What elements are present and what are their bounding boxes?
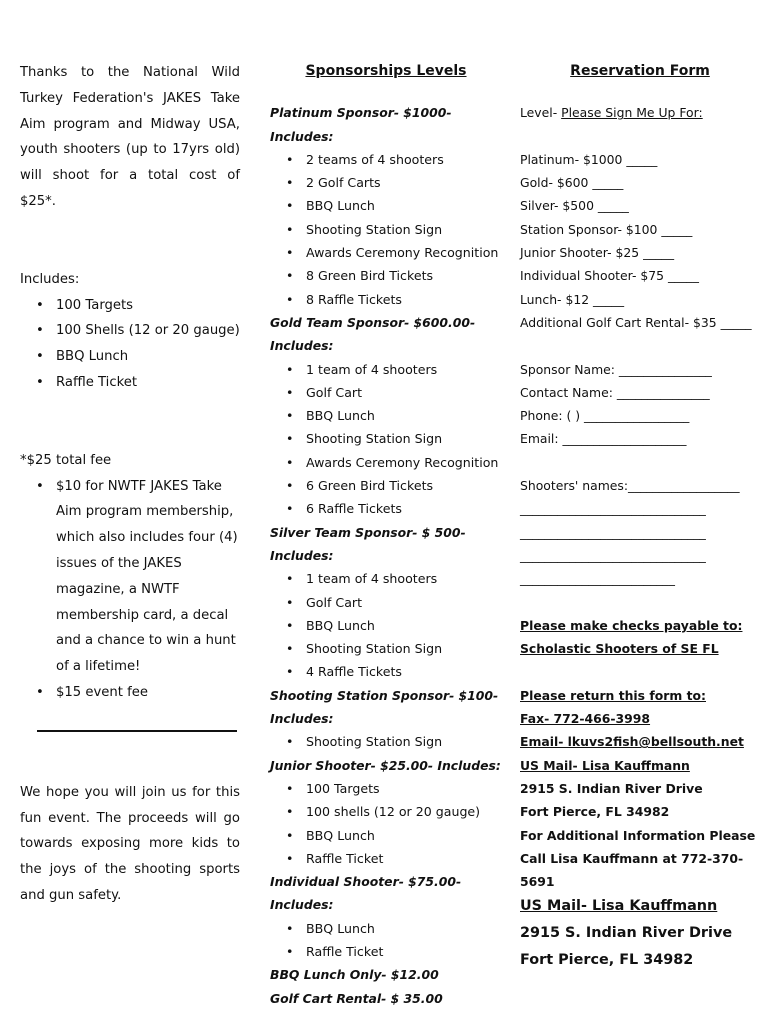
tier-title: Shooting Station Sponsor- $100- Includes:: [270, 687, 499, 727]
list-item: • 8 Raffle Tickets: [270, 288, 502, 311]
list-item: • 1 team of 4 shooters: [270, 358, 502, 381]
list-item: • 6 Raffle Tickets: [270, 497, 502, 520]
list-item: • Shooting Station Sign: [270, 218, 502, 241]
level-link: Please Sign Me Up For:: [561, 105, 703, 121]
checks-payee: Scholastic Shooters of SE FL: [520, 641, 719, 657]
shooter-line[interactable]: ______________________________: [520, 501, 706, 517]
list-item: • 100 Targets: [270, 777, 502, 800]
list-item: • Golf Cart: [270, 591, 502, 614]
list-item: • Awards Ceremony Recognition: [270, 451, 502, 474]
extra-option: Golf Cart Rental- $ 35.00: [270, 990, 443, 1006]
list-item: • 100 shells (12 or 20 gauge): [270, 800, 502, 823]
level-option[interactable]: Lunch- $12 _____: [520, 291, 625, 307]
list-item: • 6 Green Bird Tickets: [270, 474, 502, 497]
list-item: • BBQ Lunch: [270, 194, 502, 217]
list-item: • $10 for NWTF JAKES Take Aim program membership, which also includes four (4) issues of the JAKES magazine, a NWTF membership card, a decal and a chance to win a hunt of a lifetime!: [20, 474, 240, 680]
level-option[interactable]: Additional Golf Cart Rental- $35 _____: [520, 314, 752, 330]
closing-paragraph: We hope you will join us for this fun event. The proceeds will go towards exposing more kids to the joys of the shooting sports and gun safety.: [20, 784, 240, 903]
extra-option: BBQ Lunch Only- $12.00: [270, 967, 439, 983]
list-item: • BBQ Lunch: [270, 824, 502, 847]
fee-list: [20, 474, 240, 706]
level-line: [520, 101, 760, 124]
tier-list: [270, 777, 502, 870]
sponsorship-column: [270, 60, 502, 1010]
list-item: • Golf Cart: [270, 381, 502, 404]
fax-line: Fax- 772-466-3998: [520, 711, 651, 727]
shooter-line[interactable]: _________________________: [520, 571, 675, 587]
info-column: [20, 60, 240, 909]
level-option[interactable]: Platinum- $1000 _____: [520, 151, 658, 167]
address-line: 2915 S. Indian River Drive: [520, 780, 703, 796]
tier-list: [270, 730, 502, 753]
list-item: • 1 team of 4 shooters: [270, 567, 502, 590]
list-item: • 8 Green Bird Tickets: [270, 264, 502, 287]
list-item: • BBQ Lunch: [20, 344, 240, 370]
list-item: • 100 Shells (12 or 20 gauge): [20, 318, 240, 344]
tier-list: [270, 358, 502, 521]
level-option[interactable]: Junior Shooter- $25 _____: [520, 245, 675, 261]
tier-list: [270, 917, 502, 964]
list-item: • Shooting Station Sign: [270, 637, 502, 660]
shooter-line[interactable]: ______________________________: [520, 547, 706, 563]
level-option[interactable]: Individual Shooter- $75 _____: [520, 268, 699, 284]
fee-label: *$25 total fee: [20, 452, 112, 468]
tier-list: [270, 148, 502, 311]
list-item: • 100 Targets: [20, 293, 240, 319]
list-item: • 2 Golf Carts: [270, 171, 502, 194]
tier-title: Junior Shooter- $25.00- Includes:: [270, 757, 501, 773]
list-item: • Shooting Station Sign: [270, 427, 502, 450]
checks-label: Please make checks payable to:: [520, 617, 743, 633]
list-item: • Raffle Ticket: [270, 847, 502, 870]
divider: [37, 730, 237, 732]
level-prefix: Level-: [520, 105, 562, 121]
reservation-column: [520, 60, 760, 974]
return-label: Please return this form to:: [520, 687, 706, 703]
level-option[interactable]: Gold- $600 _____: [520, 175, 624, 191]
shooter-line[interactable]: ______________________________: [520, 524, 706, 540]
us-mail-line-large: US Mail- Lisa Kauffmann: [520, 898, 718, 915]
intro-paragraph: Thanks to the National Wild Turkey Federation's JAKES Take Aim program and Midway USA, youth shooters (up to 17yrs old) will shoot for a total cost of $25*.: [20, 65, 240, 209]
us-mail-line: US Mail- Lisa Kauffmann: [520, 757, 690, 773]
list-item: • Raffle Ticket: [20, 370, 240, 396]
includes-label: Includes:: [20, 271, 80, 287]
tier-title: Gold Team Sponsor- $600.00- Includes:: [270, 314, 476, 354]
list-item: • 2 teams of 4 shooters: [270, 148, 502, 171]
phone-field[interactable]: Phone: ( ) _________________: [520, 408, 690, 424]
contact-name-field[interactable]: Contact Name: _______________: [520, 384, 710, 400]
sponsor-name-field[interactable]: Sponsor Name: _______________: [520, 361, 712, 377]
tier-title: Individual Shooter- $75.00- Includes:: [270, 874, 462, 913]
list-item: • Raffle Ticket: [270, 940, 502, 963]
list-item: • BBQ Lunch: [270, 614, 502, 637]
tier-list: [270, 567, 502, 683]
list-item: • BBQ Lunch: [270, 404, 502, 427]
info-line: For Additional Information Please Call Lisa Kauffmann at 772-370-5691: [520, 827, 756, 890]
reservation-heading: Reservation Form: [570, 63, 710, 79]
email-field[interactable]: Email: ____________________: [520, 431, 687, 447]
list-item: • Awards Ceremony Recognition: [270, 241, 502, 264]
includes-list: [20, 293, 240, 396]
address-line-large: 2915 S. Indian River Drive: [520, 925, 733, 942]
sponsorship-heading: Sponsorships Levels: [305, 63, 467, 79]
list-item: • 4 Raffle Tickets: [270, 660, 502, 683]
address-line: Fort Pierce, FL 34982: [520, 804, 670, 820]
list-item: • Shooting Station Sign: [270, 730, 502, 753]
level-option[interactable]: Silver- $500 _____: [520, 198, 629, 214]
list-item: • BBQ Lunch: [270, 917, 502, 940]
email-link[interactable]: Email- lkuvs2fish@bellsouth.net: [520, 734, 744, 750]
list-item: • $15 event fee: [20, 680, 240, 706]
address-line-large: Fort Pierce, FL 34982: [520, 952, 694, 969]
shooters-names-field[interactable]: Shooters' names:__________________: [520, 478, 740, 494]
tier-title: Silver Team Sponsor- $ 500- Includes:: [270, 524, 466, 563]
tier-title: Platinum Sponsor- $1000- Includes:: [270, 105, 452, 144]
level-option[interactable]: Station Sponsor- $100 _____: [520, 221, 693, 237]
